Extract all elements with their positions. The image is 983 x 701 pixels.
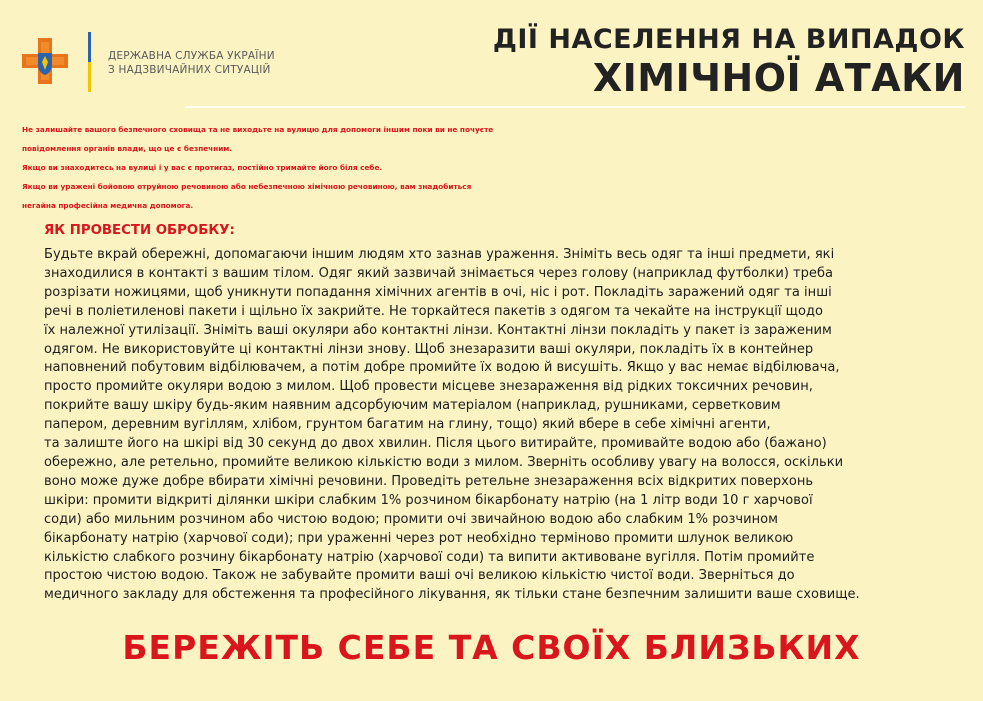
body-line: кількістю слабкого розчину бікарбонату натрію (харчової соди) та випити активоване вугілля. Потім промийте: [44, 549, 815, 565]
body-line: знаходилися в контакті з вашим тілом. Одяг який зазвичай знімається через голову (наприклад футболки) треба: [44, 265, 834, 281]
page-title-line2: ХІМІЧНОЇ АТАКИ: [592, 56, 965, 100]
warning-line: повідомлення органів влади, що це є безпечним.: [22, 144, 233, 153]
warning-line: Якщо ви уражені бойовою отруйною речовиною або небезпечною хімічною речовиною, вам знадобиться: [22, 182, 472, 191]
body-line: бікарбонату натрію (харчової соди); при ураженні через рот необхідно терміново промити шлунок великою: [44, 530, 794, 546]
treatment-heading: ЯК ПРОВЕСТИ ОБРОБКУ:: [44, 223, 235, 238]
dsns-emblem-icon: [22, 38, 68, 84]
agency-name: [108, 49, 338, 77]
body-line: Будьте вкрай обережні, допомагаючи іншим людям хто зазнав ураження. Зніміть весь одяг та інші предмети, які: [44, 247, 835, 262]
body-line: та залиште його на шкірі від 30 секунд до двох хвилин. Після цього витирайте, промивайте водою або (бажано): [44, 436, 827, 452]
body-line: речі в поліетиленові пакети і щільно їх закрийте. Не торкайтеся пакетів з одягом та чекайте на інструкції щодо: [44, 303, 823, 319]
divider-blue: [88, 32, 91, 62]
body-line: просто промийте окуляри водою з милом. Щоб провести місцеве знезараження від рідких токсичних речовин,: [44, 379, 813, 395]
body-line: медичного закладу для обстеження та професійного лікування, як тільки стане безпечним залишити ваше сховище.: [44, 587, 860, 603]
footer-slogan: БЕРЕЖІТЬ СЕБЕ ТА СВОЇХ БЛИЗЬКИХ: [122, 628, 861, 667]
warning-line: Не залишайте вашого безпечного сховища та не виходьте на вулицю для допомоги іншим поки ви не почуєте: [22, 125, 494, 134]
agency-line: З НАДЗВИЧАЙНИХ СИТУАЦІЙ: [108, 64, 271, 76]
title-underline: [185, 106, 965, 108]
body-line: воно може дуже добре вбирати хімічні речовини. Проведіть ретельне знезараження всіх відкритих поверхонь: [44, 473, 814, 489]
body-line: їх належної утилізації. Зніміть ваші окуляри або контактні лінзи. Контактні лінзи покладіть у пакет із зараженим: [44, 322, 832, 338]
warning-line: негайна професійна медична допомога.: [22, 201, 194, 210]
header: [0, 0, 983, 118]
warning-line: Якщо ви знаходитесь на вулиці і у вас є протигаз, постійно тримайте його біля себе.: [22, 163, 383, 172]
divider-yellow: [88, 62, 91, 92]
body-line: простою чистою водою. Також не забувайте промити ваші очі великою кількістю чистої води. Зверніться до: [44, 568, 795, 584]
body-line: обережно, але ретельно, промийте великою кількістю води з милом. Зверніть особливу увагу на волосся, оскільки: [44, 454, 844, 470]
page-title-line1: ДІЇ НАСЕЛЕННЯ НА ВИПАДОК: [492, 24, 965, 55]
body-line: наповнений побутовим відбілювачем, а потім добре промийте їх водою й висушіть. Якщо у вас немає відбілювача,: [44, 360, 840, 376]
agency-line: ДЕРЖАВНА СЛУЖБА УКРАЇНИ: [108, 50, 275, 62]
body-line: одягом. Не використовуйте ці контактні лінзи знову. Щоб знезаразити ваші окуляри, покладіть їх в контейнер: [44, 341, 814, 357]
body-line: шкіри: промити відкриті ділянки шкіри слабким 1% розчином бікарбонату натрію (на 1 літр води 10 г харчової: [44, 492, 813, 508]
body-line: соди) або мильним розчином або чистою водою; промити очі звичайною водою або слабким 1% розчином: [44, 511, 778, 527]
warnings-block: [22, 120, 962, 215]
body-line: покрийте вашу шкіру будь-яким наявним адсорбуючим матеріалом (наприклад, рушниками, серветковим: [44, 398, 781, 414]
body-line: папером, деревним вугіллям, хлібом, грунтом багатим на глину, тощо) який вбере в себе хімічні агенти,: [44, 417, 771, 433]
treatment-body: [44, 246, 979, 605]
body-line: розрізати ножицями, щоб уникнути попадання хімічних агентів в очі, ніс і рот. Покладіть заражений одяг та інші: [44, 284, 832, 300]
